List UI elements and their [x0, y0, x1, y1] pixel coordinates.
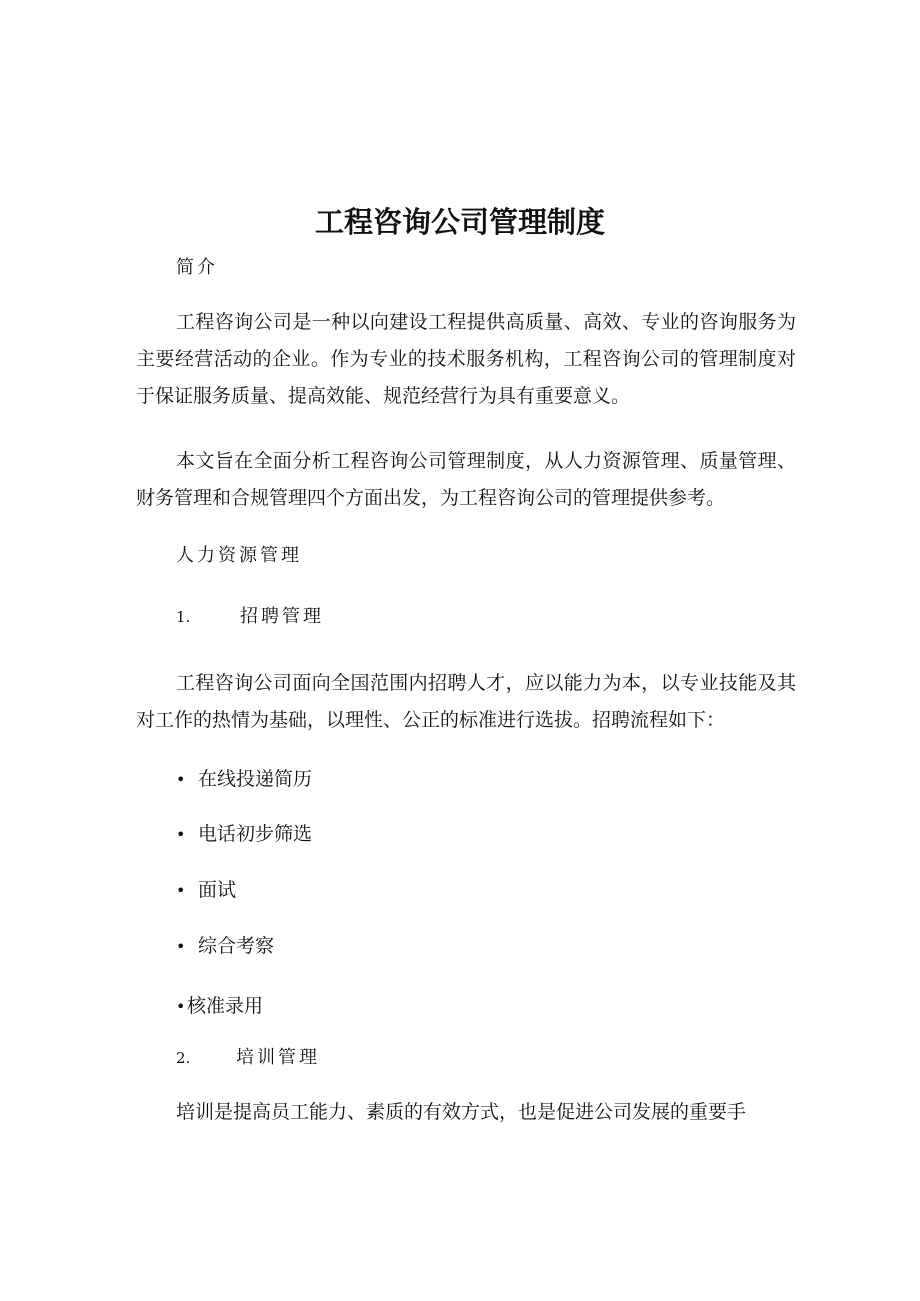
bullet-icon: • — [176, 825, 186, 844]
list-item — [176, 876, 236, 905]
item-number: 1. — [176, 608, 191, 626]
intro-paragraph-1: 工程咨询公司是一种以向建设工程提供高质量、高效、专业的咨询服务为主要经营活动的企业。作为专业的技术服务机构，工程咨询公司的管理制度对于保证服务质量、提高效能、规范经营行为具有重要意义。 — [136, 311, 796, 407]
item-label: 培训管理 — [236, 1047, 320, 1068]
intro-paragraph-2: 本文旨在全面分析工程咨询公司管理制度，从人力资源管理、质量管理、财务管理和合规管理四个方面出发，为工程咨询公司的管理提供参考。 — [136, 450, 796, 509]
bullet-icon: • — [176, 997, 186, 1016]
numbered-item-training — [176, 1044, 320, 1072]
bullet-icon: • — [176, 881, 186, 900]
list-item-text: 综合考察 — [198, 935, 275, 957]
list-item — [176, 992, 263, 1021]
section-heading-intro: 简介 — [176, 257, 218, 278]
list-item — [176, 765, 312, 794]
list-item — [176, 820, 312, 849]
item-label: 招聘管理 — [240, 606, 324, 627]
list-item — [176, 932, 274, 961]
section-heading-hr: 人力资源管理 — [176, 545, 302, 566]
list-item-text: 核准录用 — [187, 995, 264, 1017]
item-number: 2. — [176, 1049, 191, 1067]
bullet-icon: • — [176, 937, 186, 956]
list-item-text: 在线投递简历 — [198, 768, 313, 790]
list-item-text: 电话初步筛选 — [198, 823, 313, 845]
recruitment-paragraph: 工程咨询公司面向全国范围内招聘人才，应以能力为本，以专业技能及其对工作的热情为基础，以理性、公正的标准进行选拔。招聘流程如下： — [136, 672, 796, 731]
training-paragraph: 培训是提高员工能力、素质的有效方式，也是促进公司发展的重要手 — [176, 1101, 747, 1123]
list-item-text: 面试 — [198, 879, 237, 901]
document-title: 工程咨询公司管理制度 — [314, 205, 605, 239]
bullet-icon: • — [176, 770, 186, 789]
numbered-item-recruitment — [176, 603, 324, 631]
